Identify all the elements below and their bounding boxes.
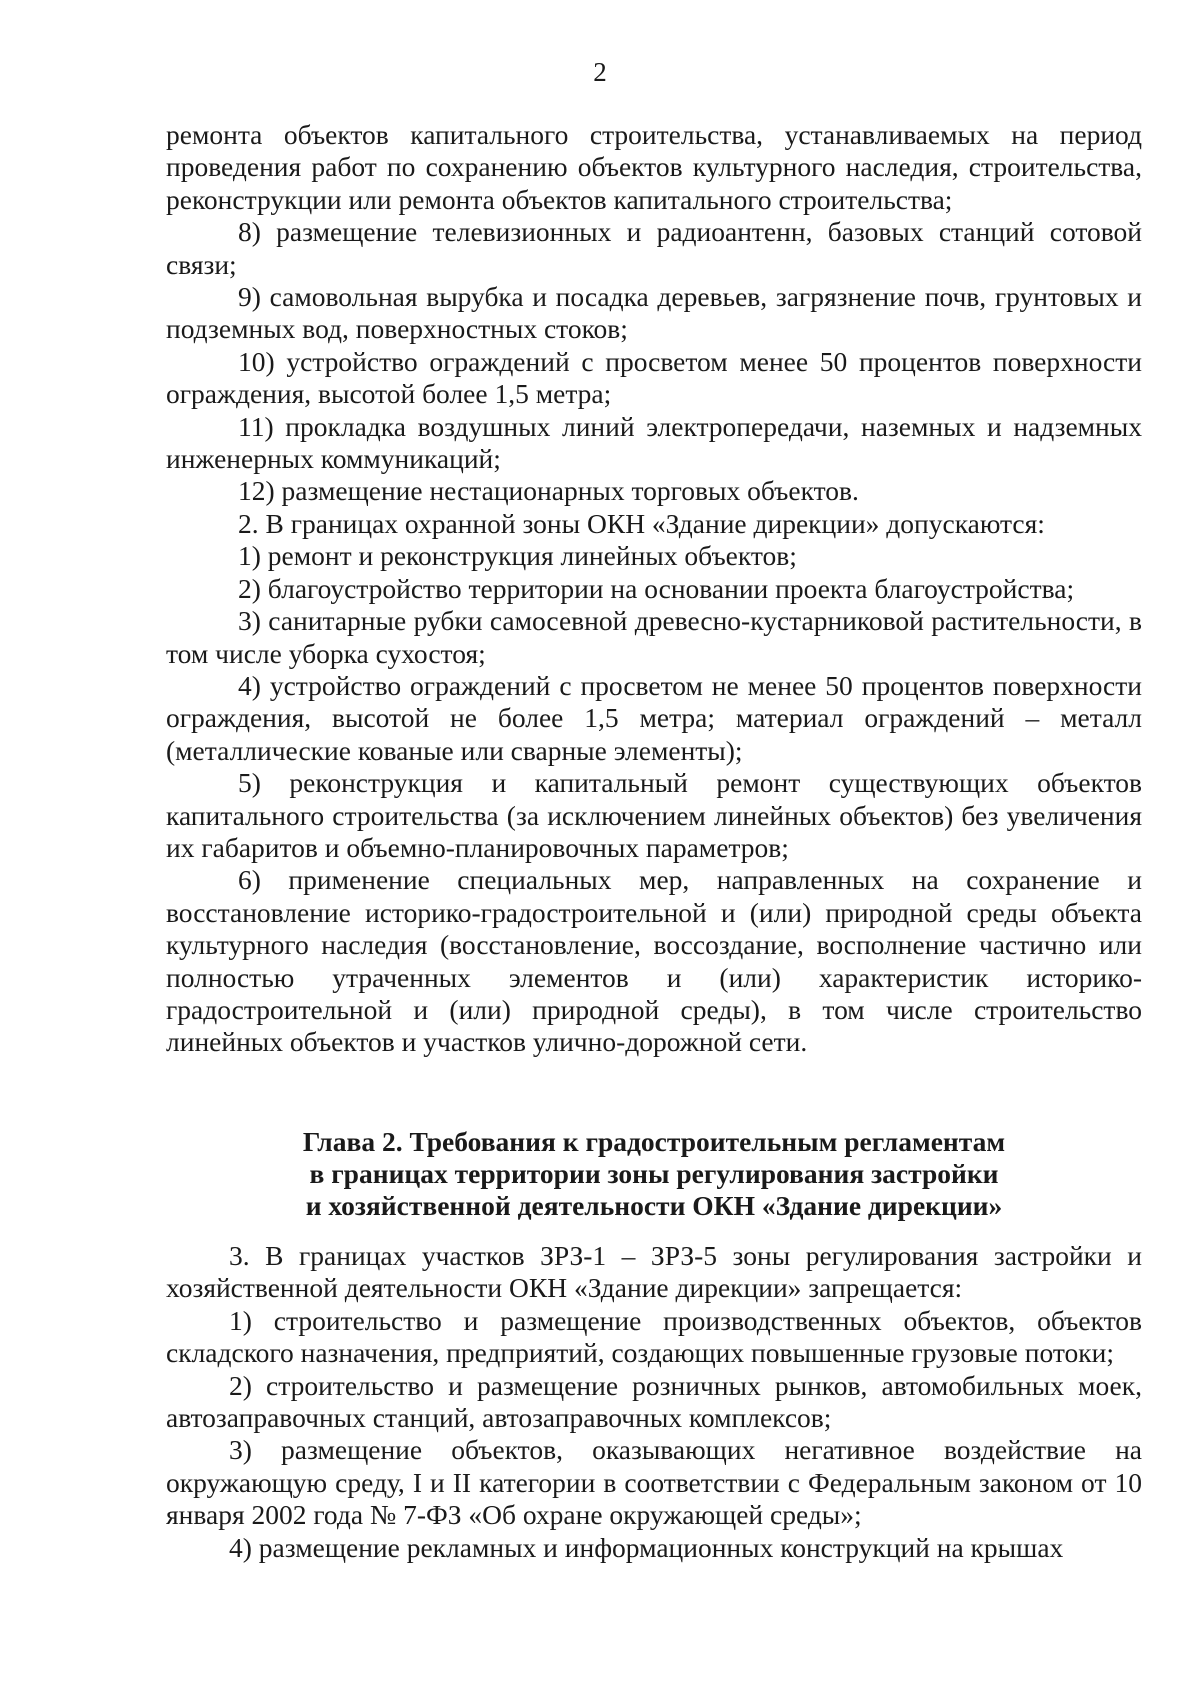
list-item: 4) устройство ограждений с просветом не менее 50 процентов поверхности ограждения, высотой не более 1,5 метра; материал ограждений – металл (металлические кованые или сварные элементы); <box>166 669 1142 766</box>
page-number: 2 <box>593 57 607 87</box>
list-item: 9) самовольная вырубка и посадка деревьев, загрязнение почв, грунтовых и подземных вод, поверхностных стоков; <box>166 281 1142 345</box>
list-item: 12) размещение нестационарных торговых объектов. <box>238 475 859 507</box>
section-okn-protection-zone <box>166 119 1142 1059</box>
list-item: 2) благоустройство территории на основании проекта благоустройства; <box>238 572 1075 604</box>
list-item: 1) строительство и размещение производственных объектов, объектов складского назначения, предприятий, создающих повышенные грузовые потоки; <box>166 1304 1142 1369</box>
clause-2-heading: 2. В границах охранной зоны ОКН «Здание дирекции» допускаются: <box>238 507 1045 539</box>
list-item: 1) ремонт и реконструкция линейных объектов; <box>238 540 797 572</box>
chapter-title-line: и хозяйственной деятельности ОКН «Здание дирекции» <box>305 1190 1003 1221</box>
list-item: 2) строительство и размещение розничных рынков, автомобильных моек, автозаправочных станций, автозаправочных комплексов; <box>166 1369 1142 1434</box>
chapter-title-line: в границах территории зоны регулирования застройки <box>309 1158 999 1189</box>
list-item: 11) прокладка воздушных линий электропередачи, наземных и надземных инженерных коммуникаций; <box>166 410 1142 475</box>
list-item: 3) санитарные рубки самосевной древесно-кустарниковой растительности, в том числе уборка сухостоя; <box>166 605 1142 669</box>
continued-paragraph: ремонта объектов капитального строительства, устанавливаемых на период проведения работ по сохранению объектов культурного наследия, строительства, реконструкции или ремонта объектов капитального строительства; <box>166 119 1142 215</box>
list-item: 5) реконструкция и капитальный ремонт существующих объектов капитального строительства (за исключением линейных объектов) без увеличения их габаритов и объемно-планировочных параметров; <box>166 767 1142 863</box>
chapter-title-line: Глава 2. Требования к градостроительным регламентам <box>302 1126 1006 1157</box>
list-item: 8) размещение телевизионных и радиоантенн, базовых станций сотовой связи; <box>166 216 1142 280</box>
chapter-2-title <box>166 1126 1142 1222</box>
clause-3-heading: 3. В границах участков ЗРЗ-1 – ЗРЗ-5 зоны регулирования застройки и хозяйственной деятельности ОКН «Здание дирекции» запрещается: <box>166 1240 1142 1304</box>
section-regulation-zone <box>166 1240 1142 1564</box>
list-item: 3) размещение объектов, оказывающих негативное воздействие на окружающую среду, I и II категории в соответствии с Федеральным законом от 10 января 2002 года № 7-ФЗ «Об охране окружающей среды»; <box>166 1434 1142 1531</box>
list-item: 6) применение специальных мер, направленных на сохранение и восстановление историко-градостроительной и (или) природной среды объекта культурного наследия (восстановление, воссоздание, восполнение частично или полностью утраченных элементов и (или) характеристик историко-градостроительной и (или) природной среды), в том числе строительство линейных объектов и участков улично-дорожной сети. <box>166 864 1142 1058</box>
list-item: 4) размещение рекламных и информационных конструкций на крышах <box>229 1531 1064 1563</box>
list-item: 10) устройство ограждений с просветом менее 50 процентов поверхности ограждения, высотой более 1,5 метра; <box>166 345 1142 410</box>
